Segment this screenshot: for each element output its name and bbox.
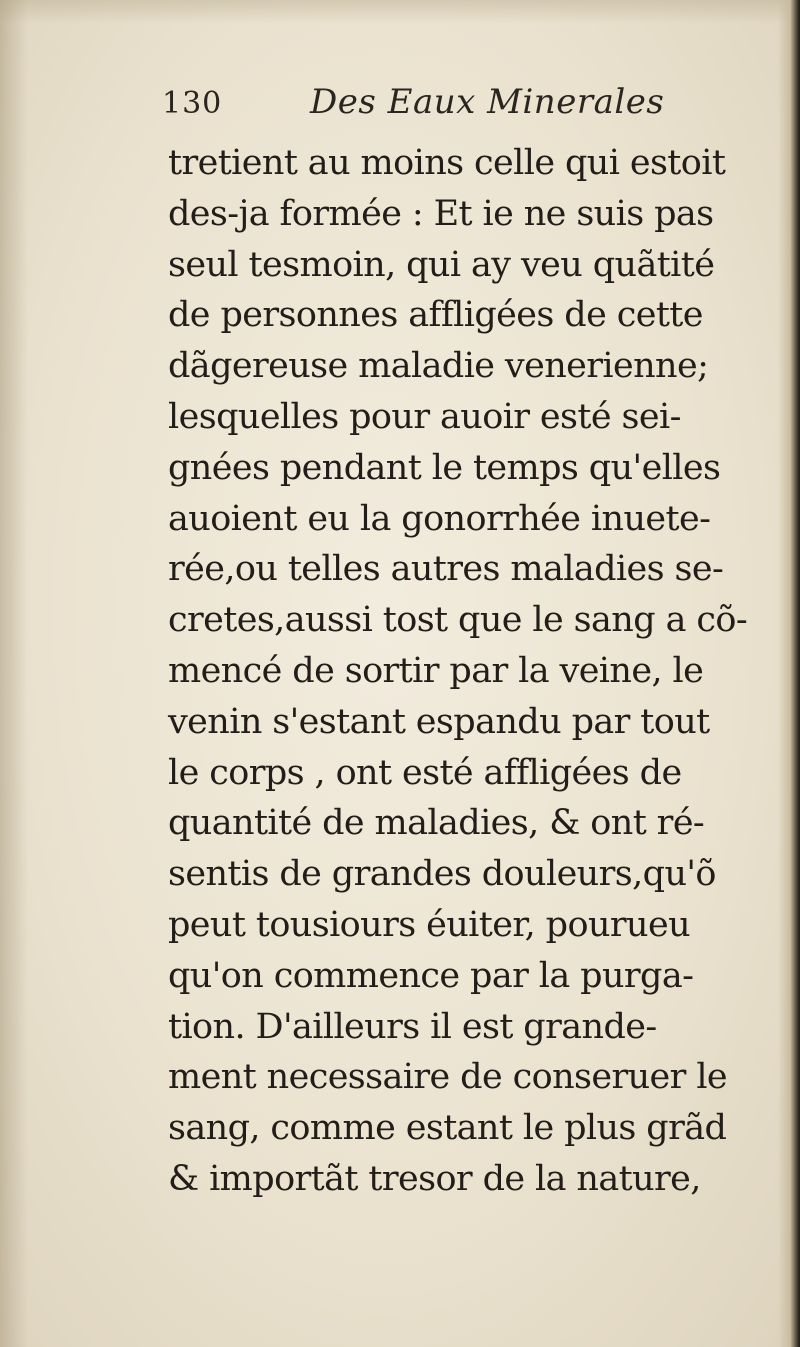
text-line: ment necessaire de conseruer le (168, 1057, 728, 1098)
text-line: cretes,aussi tost que le sang a cõ- (168, 600, 748, 641)
text-line: peut tousiours éuiter, pourueu (168, 904, 691, 945)
text-line: mencé de sortir par la veine, le (168, 650, 704, 691)
binding-gutter (778, 0, 800, 1347)
text-line: dãgereuse maladie venerienne; (168, 346, 709, 387)
running-title: Des Eaux Minerales (310, 82, 665, 122)
text-line: sentis de grandes douleurs,qu'õ (168, 854, 716, 895)
text-line: tion. D'ailleurs il est grande- (168, 1006, 657, 1047)
text-line: lesquelles pour auoir esté sei- (168, 396, 681, 437)
text-line: des-ja formée : Et ie ne suis pas (168, 193, 714, 234)
text-line: seul tesmoin, qui ay veu quãtité (168, 244, 715, 285)
text-line: qu'on commence par la purga- (168, 955, 694, 996)
body-text (168, 138, 768, 1205)
page-header (162, 82, 722, 134)
text-line: tretient au moins celle qui estoit (168, 143, 726, 183)
text-line: rée,ou telles autres maladies se- (168, 549, 724, 590)
text-line: quantité de maladies, & ont ré- (168, 803, 705, 844)
text-line: venin s'estant espandu par tout (168, 701, 710, 742)
text-line: le corps , ont esté affligées de (168, 752, 682, 793)
text-line: & importãt tresor de la nature, (168, 1158, 701, 1199)
text-line: gnées pendant le temps qu'elles (168, 447, 721, 488)
text-line: de personnes affligées de cette (168, 295, 703, 336)
page-edge-shadow (0, 0, 28, 1347)
page-number: 130 (162, 86, 223, 121)
text-line: sang, comme estant le plus grãd (168, 1108, 727, 1149)
page-top-shade (0, 0, 800, 24)
text-line: auoient eu la gonorrhée inuete- (168, 498, 711, 539)
